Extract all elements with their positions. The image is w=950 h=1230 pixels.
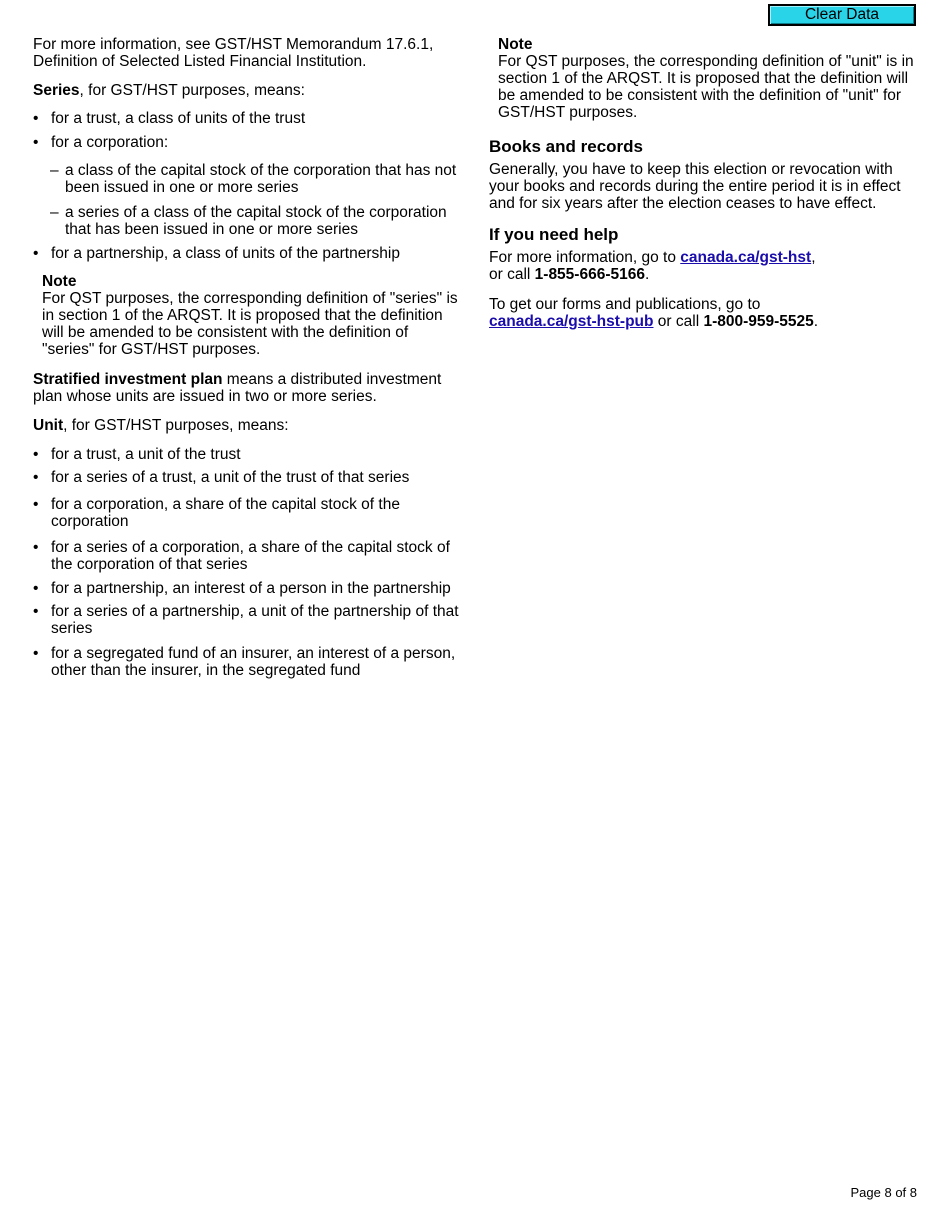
books-records-heading: Books and records (489, 137, 643, 156)
bullet-icon: • (33, 603, 39, 620)
list-item: • for a partnership, a class of units of the partnership (33, 245, 400, 262)
list-item: • for a series of a trust, a unit of the trust of that series (33, 469, 410, 486)
list-item: • for a series of a partnership, a unit of the partnership of that series (33, 603, 459, 637)
help-phone: 1-855-666-5166 (534, 266, 645, 283)
bullet-icon: • (33, 110, 39, 127)
gst-hst-link[interactable]: canada.ca/gst-hst (680, 249, 812, 266)
intro-line-2: Definition of Selected Listed Financial Institution. (33, 53, 367, 70)
list-item: • for a segregated fund of an insurer, an interest of a person, other than the insurer, in the segregated fund (33, 645, 456, 679)
clear-data-button[interactable]: Clear Data (768, 4, 916, 26)
note-title: Note (498, 36, 533, 53)
unit-note: Note For QST purposes, the corresponding definition of "unit" is in section 1 of the ARQST. It is proposed that the definition will be amended to be consistent with the definition of "unit" for GST/HST purposes. (498, 36, 914, 121)
intro-line-1: For more information, see GST/HST Memorandum 17.6.1, (33, 36, 434, 53)
bullet-icon: • (33, 580, 39, 597)
sub-list-item: – a series of a class of the capital stock of the corporation that has been issued in one or more series (50, 204, 447, 238)
unit-definition: Unit, for GST/HST purposes, means: (33, 417, 289, 434)
unit-term: Unit (33, 417, 64, 434)
bullet-icon: • (33, 539, 39, 556)
series-note: Note For QST purposes, the corresponding definition of "series" is in section 1 of the ARQST. It is proposed that the definition will be amended to be consistent with the definition of "series" for GST/HST purposes. (42, 273, 458, 358)
stratified-term: Stratified investment plan (33, 371, 223, 388)
list-item: • for a corporation, a share of the capital stock of the corporation (33, 496, 400, 530)
forms-paragraph: To get our forms and publications, go to canada.ca/gst-hst-pub or call 1-800-959-5525. (489, 296, 819, 330)
series-intro: , for GST/HST purposes, means: (79, 82, 305, 99)
bullet-icon: • (33, 469, 39, 486)
bullet-icon: • (33, 134, 39, 151)
list-item: • for a trust, a class of units of the trust (33, 110, 306, 127)
gst-hst-pub-link[interactable]: canada.ca/gst-hst-pub (489, 313, 654, 330)
bullet-icon: • (33, 446, 39, 463)
list-item: • for a partnership, an interest of a person in the partnership (33, 580, 451, 597)
dash-icon: – (50, 162, 59, 179)
bullet-icon: • (33, 645, 39, 662)
series-term: Series (33, 82, 80, 99)
list-item: • for a series of a corporation, a share of the capital stock of the corporation of that series (33, 539, 450, 573)
stratified-definition: Stratified investment plan means a distributed investment plan whose units are issued in two or more series. (33, 371, 442, 405)
list-item: • for a corporation: (33, 134, 169, 151)
intro-paragraph (33, 36, 433, 70)
series-definition (33, 82, 305, 99)
bullet-icon: • (33, 496, 39, 513)
help-paragraph: For more information, go to canada.ca/gst-hst, or call 1-855-666-5166. (489, 249, 816, 283)
books-records-paragraph: Generally, you have to keep this election or revocation with your books and records during the entire period it is in effect and for six years after the election ceases to have effect. (489, 161, 901, 212)
sub-list-item: – a class of the capital stock of the corporation that has not been issued in one or more series (50, 162, 457, 196)
page-number: Page 8 of 8 (850, 1185, 917, 1200)
bullet-icon: • (33, 245, 39, 262)
forms-phone: 1-800-959-5525 (703, 313, 814, 330)
help-heading: If you need help (489, 225, 619, 244)
list-item: • for a trust, a unit of the trust (33, 446, 241, 463)
dash-icon: – (50, 204, 59, 221)
note-title: Note (42, 273, 77, 290)
